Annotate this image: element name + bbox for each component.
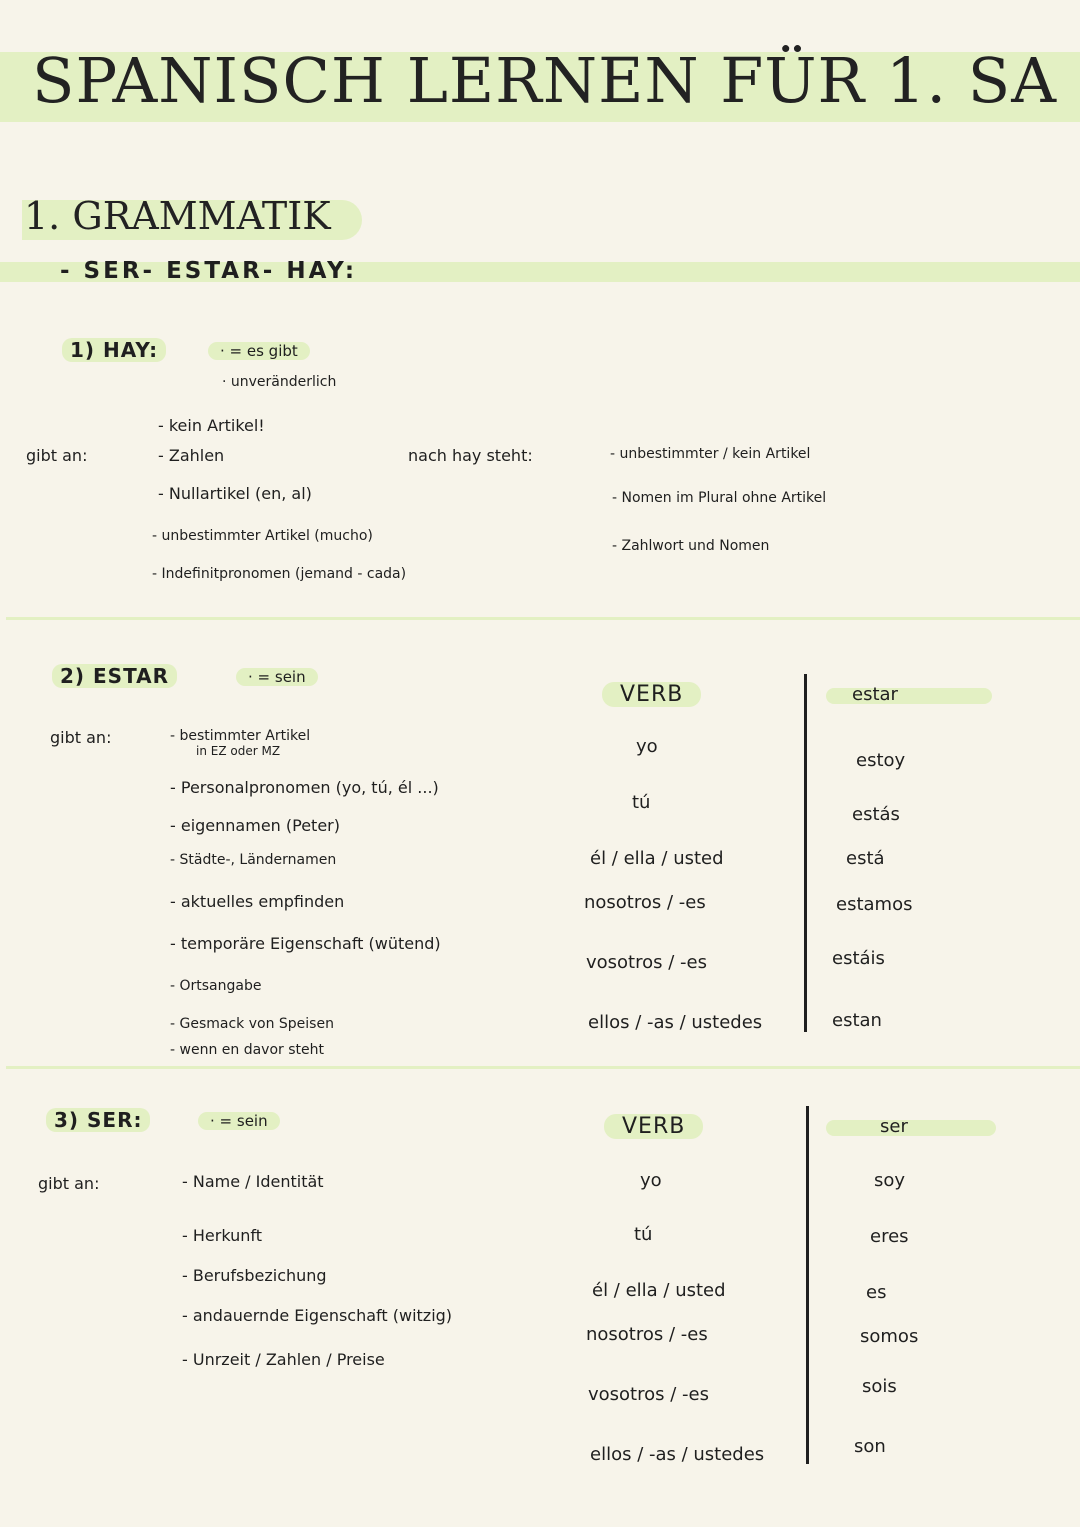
ser-pronoun: yo — [640, 1170, 662, 1191]
estar-pronoun: vosotros / -es — [586, 952, 707, 973]
page-title: SPANISCH LERNEN FÜR 1. SA — [32, 44, 1058, 117]
ser-table-divider — [806, 1106, 809, 1464]
estar-form: estáis — [832, 948, 885, 969]
ser-form: somos — [860, 1326, 919, 1347]
estar-item: - Städte-, Ländernamen — [170, 852, 337, 868]
estar-infinitive-highlight — [826, 688, 992, 704]
ser-form: eres — [870, 1226, 909, 1247]
estar-form: estan — [832, 1010, 882, 1031]
estar-item: - wenn en davor steht — [170, 1042, 324, 1058]
estar-heading: 2) ESTAR — [52, 664, 177, 688]
estar-pronoun: tú — [632, 792, 651, 813]
hay-nach-label: nach hay steht: — [408, 446, 533, 465]
hay-note: · unveränderlich — [222, 374, 337, 390]
hay-after-item: - Zahlwort und Nomen — [612, 538, 770, 554]
subsection-heading: - SER- ESTAR- HAY: — [60, 258, 358, 284]
ser-item: - Name / Identität — [182, 1172, 324, 1191]
hay-meaning: · = es gibt — [208, 342, 310, 360]
ser-gibt-an-label: gibt an: — [38, 1174, 100, 1193]
estar-form: estoy — [856, 750, 906, 771]
ser-heading: 3) SER: — [46, 1108, 150, 1132]
hay-after-item: - unbestimmter / kein Artikel — [610, 446, 811, 462]
hay-item: - unbestimmter Artikel (mucho) — [152, 528, 373, 544]
estar-form: está — [846, 848, 885, 869]
section-divider — [6, 617, 1080, 620]
estar-pronoun: yo — [636, 736, 658, 757]
estar-pronoun: él / ella / usted — [590, 848, 724, 869]
estar-item: - aktuelles empfinden — [170, 892, 345, 911]
estar-item: - Ortsangabe — [170, 978, 262, 994]
estar-infinitive: estar — [852, 684, 898, 705]
ser-item: - andauernde Eigenschaft (witzig) — [182, 1306, 453, 1325]
estar-gibt-an-label: gibt an: — [50, 728, 112, 747]
ser-verb-header: VERB — [604, 1114, 703, 1139]
ser-meaning: · = sein — [198, 1112, 280, 1130]
estar-meaning: · = sein — [236, 668, 318, 686]
hay-item: - Zahlen — [158, 446, 225, 465]
hay-after-item: - Nomen im Plural ohne Artikel — [612, 490, 827, 506]
ser-item: - Berufsbezichung — [182, 1266, 327, 1285]
ser-pronoun: vosotros / -es — [588, 1384, 709, 1405]
hay-item: - Nullartikel (en, al) — [158, 484, 312, 503]
estar-form: estamos — [836, 894, 913, 915]
estar-pronoun: ellos / -as / ustedes — [588, 1012, 763, 1033]
estar-form: estás — [852, 804, 900, 825]
ser-infinitive: ser — [880, 1116, 908, 1137]
hay-gibt-an-label: gibt an: — [26, 446, 88, 465]
ser-pronoun: tú — [634, 1224, 653, 1245]
ser-item: - Herkunft — [182, 1226, 262, 1245]
ser-infinitive-highlight — [826, 1120, 996, 1136]
estar-item: - Gesmack von Speisen — [170, 1016, 334, 1032]
ser-pronoun: nosotros / -es — [586, 1324, 708, 1345]
ser-form: sois — [862, 1376, 897, 1397]
section-heading: 1. GRAMMATIK — [24, 194, 331, 238]
estar-pronoun: nosotros / -es — [584, 892, 706, 913]
hay-item: - Indefinitpronomen (jemand - cada) — [152, 566, 407, 582]
estar-item: - eigennamen (Peter) — [170, 816, 340, 835]
estar-item: - bestimmter Artikel — [170, 728, 311, 744]
estar-item: - Personalpronomen (yo, tú, él ...) — [170, 778, 439, 797]
ser-form: soy — [874, 1170, 906, 1191]
ser-item: - Unrzeit / Zahlen / Preise — [182, 1350, 385, 1369]
estar-item: - temporäre Eigenschaft (wütend) — [170, 934, 441, 953]
ser-form: son — [854, 1436, 886, 1457]
estar-table-divider — [804, 674, 807, 1032]
hay-item: - kein Artikel! — [158, 416, 265, 435]
ser-pronoun: ellos / -as / ustedes — [590, 1444, 765, 1465]
hay-heading: 1) HAY: — [62, 338, 166, 362]
estar-verb-header: VERB — [602, 682, 701, 707]
estar-item-sub: in EZ oder MZ — [196, 744, 281, 758]
ser-form: es — [866, 1282, 887, 1303]
section-divider — [6, 1066, 1080, 1069]
ser-pronoun: él / ella / usted — [592, 1280, 726, 1301]
